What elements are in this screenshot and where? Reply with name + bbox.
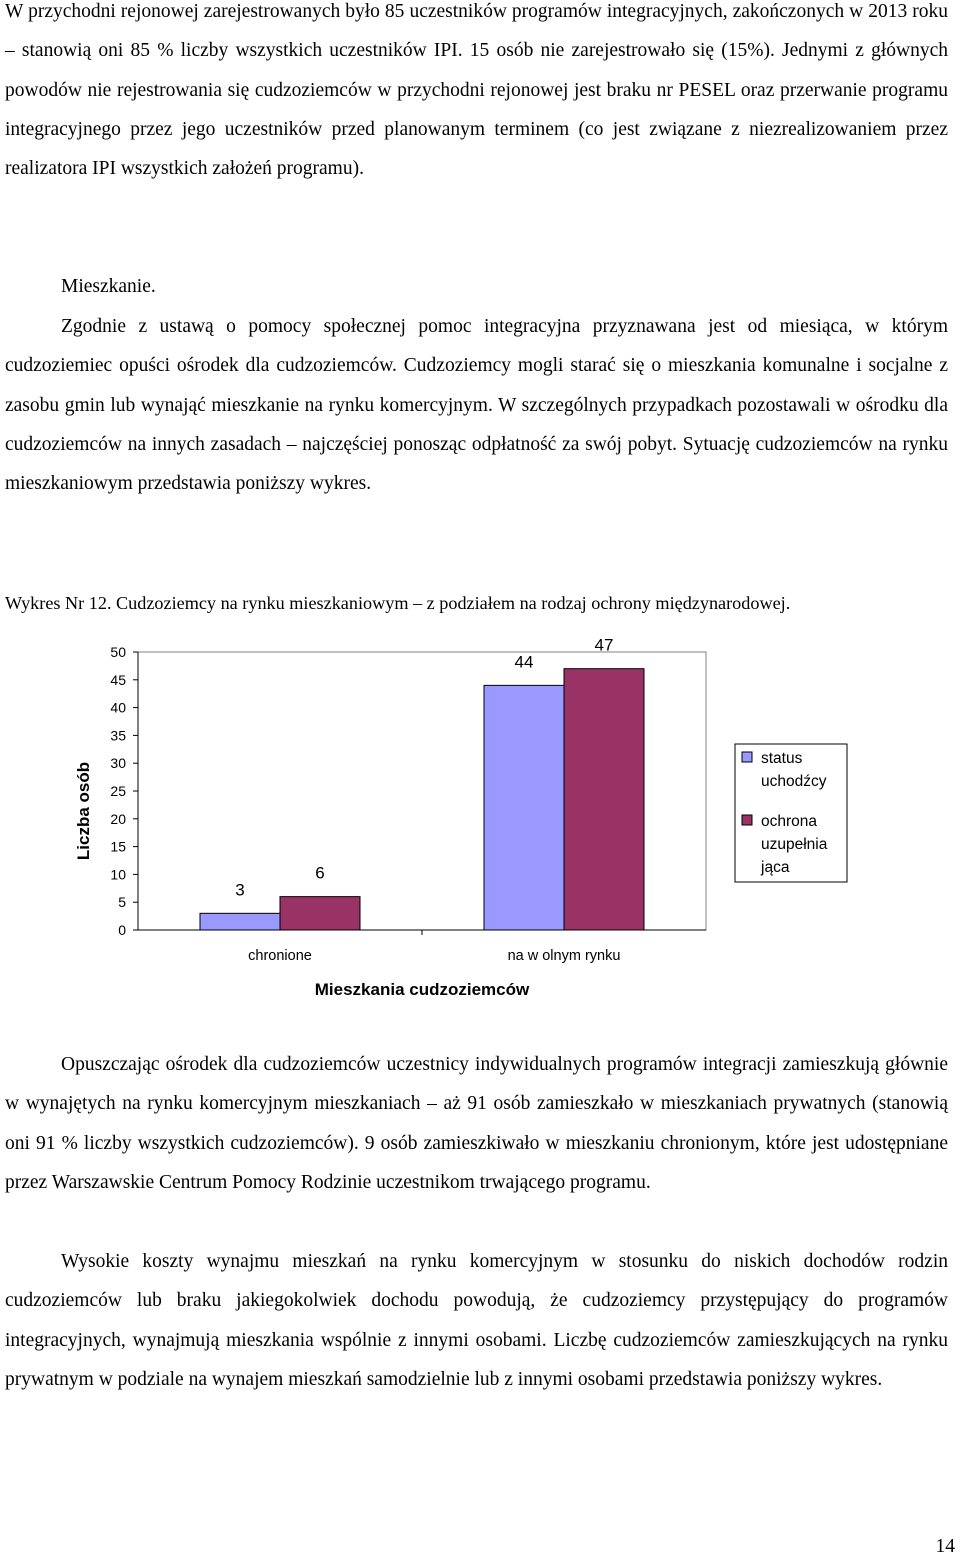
paragraph-3: Opuszczając ośrodek dla cudzoziemców uczestnicy indywidualnych programów integracji zamieszkują głównie w wynajętych na rynku komercyjnym mieszkaniach – aż 91 osób zamieszkało w mieszkaniach prywatnych (stanowią oni 91 % liczby wszystkich cudzoziemców). 9 osób zamieszkiwało w mieszkaniu chronionym, które jest udostępniane przez Warszawskie Centrum Pomocy Rodzinie uczestnikom trwającego programu. [5,1054,948,1193]
y-tick-label: 20 [110,810,126,827]
paragraph-4: Wysokie koszty wynajmu mieszkań na rynku komercyjnym w stosunku do niskich dochodów rodzin cudzoziemców lub braku jakiegokolwiek dochodu powodują, że cudzoziemcy przystępujący do programów integracyjnych, wynajmują mieszkania wspólnie z innymi osobami. Liczbę cudzoziemców zamieszkujących na rynku prywatnym w podziale na wynajem mieszkań samodzielnie lub z innymi osobami przedstawia poniższy wykres. [5,1251,948,1390]
data-label: 6 [315,863,325,883]
y-tick-label: 45 [110,671,126,688]
legend-label: ochrona [761,813,818,830]
bar [484,685,564,930]
figure-caption: Wykres Nr 12. Cudzoziemcy na rynku mieszkaniowym – z podziałem na rodzaj ochrony międzynarodowej. [5,593,791,613]
y-tick-label: 30 [110,755,126,772]
paragraph-2: Zgodnie z ustawą o pomocy społecznej pomoc integracyjna przyznawana jest od miesiąca, w którym cudzoziemiec opuści ośrodek dla cudzoziemców. Cudzoziemcy mogli starać się o mieszkania komunalne i socjalne z zasobu gmin lub wynająć mieszkanie na rynku komercyjnym. W szczególnych przypadkach pozostawali w ośrodku dla cudzoziemców na innych zasadach – najczęściej ponosząc odpłatność za swój pobyt. Sytuację cudzoziemców na rynku mieszkaniowym przedstawia poniższy wykres. [5,316,948,495]
data-label: 3 [235,880,245,900]
data-label: 47 [594,635,614,655]
legend-swatch [742,752,752,762]
x-tick-label: chronione [248,948,312,964]
y-tick-label: 25 [110,783,126,799]
legend-label: status [761,750,803,767]
data-label: 44 [514,652,534,672]
bar-chart [0,622,960,1007]
x-axis-title: Mieszkania cudzoziemców [314,980,530,999]
page-number: 14 [935,1536,955,1557]
y-tick-label: 10 [110,866,126,883]
y-tick-label: 5 [118,894,126,911]
y-tick-label: 35 [110,727,126,744]
x-tick-label: na w olnym rynku [507,948,621,964]
y-axis-title: Liczba osób [74,761,93,861]
legend-swatch [742,815,752,825]
bar [200,913,280,930]
legend-label: jąca [761,859,790,876]
legend-label: uchodźcy [761,773,827,790]
paragraph-1: W przychodni rejonowej zarejestrowanych było 85 uczestników programów integracyjnych, zakończonych w 2013 roku – stanowią oni 85 % liczby wszystkich uczestników IPI. 15 osób nie zarejestrowało się (15%). Jednymi z głównych powodów nie rejestrowania się cudzoziemców w przychodni rejonowej jest braku nr PESEL oraz przerwanie programu integracyjnego przez jego uczestników przed planowanym terminem (co jest związane z niezrealizowaniem przez realizatora IPI wszystkich założeń programu). [5,1,948,180]
bar [564,669,644,930]
bar [280,897,360,930]
y-tick-label: 15 [110,838,126,855]
y-tick-label: 40 [110,699,126,716]
y-tick-label: 50 [110,644,126,660]
y-tick-label: 0 [118,922,126,938]
legend-label: uzupełnia [761,836,828,853]
section-heading: Mieszkanie. [61,276,156,297]
